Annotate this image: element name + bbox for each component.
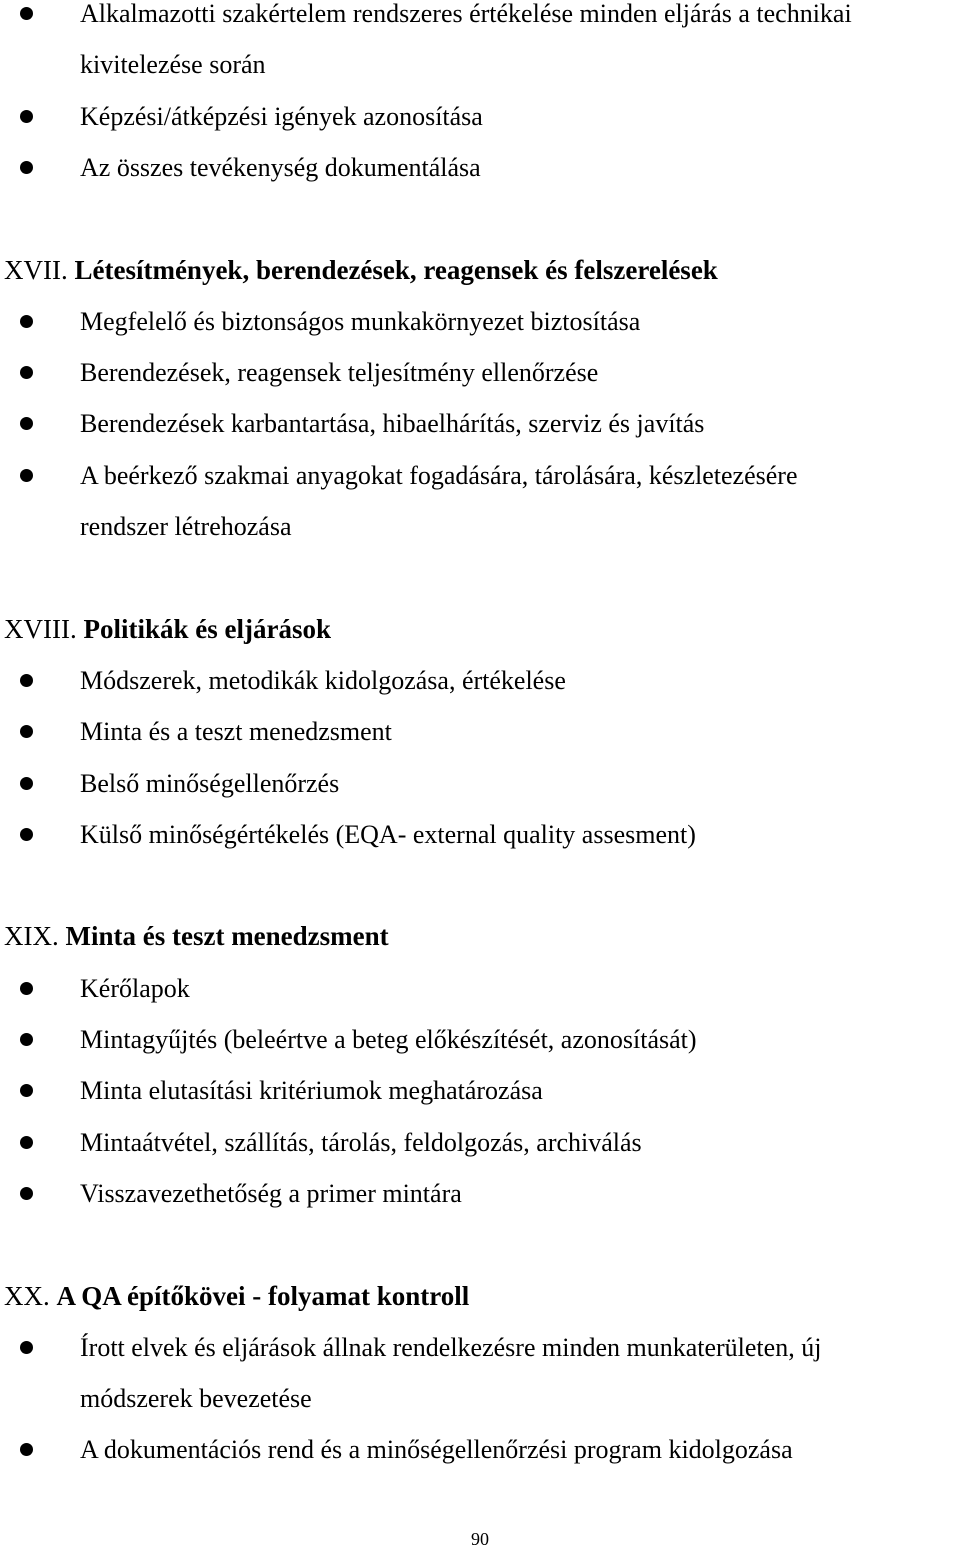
- list-item-text: Berendezések karbantartása, hibaelhárítás, szerviz és javítás: [80, 409, 705, 439]
- list-item: [0, 91, 960, 142]
- list-item: [0, 809, 960, 860]
- list-item-text: Képzési/átképzési igények azonosítása: [80, 101, 483, 131]
- bullet-icon: [20, 725, 33, 738]
- bullet-icon: [20, 366, 33, 379]
- bullet-icon: [20, 110, 33, 123]
- list-item-text: Minta elutasítási kritériumok meghatározása: [80, 1076, 543, 1106]
- bullet-icon: [20, 7, 33, 20]
- bullet-icon: [20, 315, 33, 328]
- list-item-text: kivitelezése során: [80, 50, 266, 80]
- list-item: [0, 706, 960, 757]
- bullet-icon: [20, 1443, 33, 1456]
- section-number: XVII.: [4, 254, 68, 285]
- section-title: Politikák és eljárások: [83, 613, 331, 644]
- section-heading: [0, 1271, 960, 1322]
- bullet-icon: [20, 828, 33, 841]
- list-item: [0, 963, 960, 1014]
- section-heading-text: [4, 604, 331, 655]
- list-item-text: Megfelelő és biztonságos munkakörnyezet biztosítása: [80, 306, 641, 336]
- list-item-text: Az összes tevékenység dokumentálása: [80, 152, 481, 182]
- section-heading: [0, 245, 960, 296]
- list-item: [0, 1014, 960, 1065]
- list-item: [0, 758, 960, 809]
- list-item: [0, 1168, 960, 1219]
- list-item: [0, 1322, 960, 1373]
- bullet-icon: [20, 1341, 33, 1354]
- list-item-continuation: [0, 1373, 960, 1424]
- list-item: [0, 1117, 960, 1168]
- list-item-text: Alkalmazotti szakértelem rendszeres értékelése minden eljárás a technikai: [80, 0, 852, 28]
- list-item: [0, 142, 960, 193]
- section-heading-text: [4, 911, 389, 962]
- list-item-text: Mintaátvétel, szállítás, tárolás, feldolgozás, archiválás: [80, 1127, 642, 1157]
- list-item: [0, 450, 960, 501]
- section-number: XIX.: [4, 921, 59, 952]
- list-item: [0, 296, 960, 347]
- bullet-icon: [20, 982, 33, 995]
- list-item: [0, 347, 960, 398]
- list-item: [0, 398, 960, 449]
- list-item-text: Mintagyűjtés (beleértve a beteg előkészítését, azonosítását): [80, 1025, 697, 1054]
- section-heading: [0, 604, 960, 655]
- list-item: [0, 1424, 960, 1475]
- section-title: A QA építőkövei - folyamat kontroll: [56, 1280, 470, 1311]
- list-item-text: A dokumentációs rend és a minőségellenőrzési program kidolgozása: [80, 1435, 793, 1465]
- list-item-text: Írott elvek és eljárások állnak rendelkezésre minden munkaterületen, új: [80, 1332, 822, 1362]
- section-heading-text: [4, 245, 718, 296]
- bullet-icon: [20, 777, 33, 790]
- bullet-icon: [20, 161, 33, 174]
- bullet-icon: [20, 469, 33, 482]
- section-number: XVIII.: [4, 613, 77, 644]
- list-item: [0, 1065, 960, 1116]
- list-item-text: rendszer létrehozása: [80, 512, 292, 541]
- section-title: Létesítmények, berendezések, reagensek és felszerelések: [74, 254, 718, 285]
- bullet-icon: [20, 1136, 33, 1149]
- bullet-icon: [20, 1084, 33, 1097]
- list-item-text: módszerek bevezetése: [80, 1384, 312, 1414]
- bullet-icon: [20, 1187, 33, 1200]
- list-item: [0, 0, 960, 39]
- section-title: Minta és teszt menedzsment: [65, 921, 389, 952]
- list-item-text: Külső minőségértékelés (EQA- external quality assesment): [80, 819, 696, 849]
- list-item-continuation: [0, 501, 960, 552]
- list-item-text: A beérkező szakmai anyagokat fogadására, tárolására, készletezésére: [80, 460, 798, 490]
- bullet-icon: [20, 1033, 33, 1046]
- bullet-icon: [20, 674, 33, 687]
- page-number: 90: [471, 1529, 489, 1549]
- list-item-text: Berendezések, reagensek teljesítmény ellenőrzése: [80, 358, 599, 388]
- list-item-text: Módszerek, metodikák kidolgozása, értékelése: [80, 665, 566, 695]
- list-item-text: Visszavezethetőség a primer mintára: [80, 1178, 462, 1208]
- list-item-text: Minta és a teszt menedzsment: [80, 717, 392, 747]
- list-item-text: Kérőlapok: [80, 973, 190, 1003]
- section-number: XX.: [4, 1280, 50, 1311]
- list-item-continuation: [0, 39, 960, 90]
- bullet-icon: [20, 417, 33, 430]
- section-heading-text: [4, 1271, 469, 1322]
- section-heading: [0, 911, 960, 962]
- list-item: [0, 655, 960, 706]
- list-item-text: Belső minőségellenőrzés: [80, 768, 340, 798]
